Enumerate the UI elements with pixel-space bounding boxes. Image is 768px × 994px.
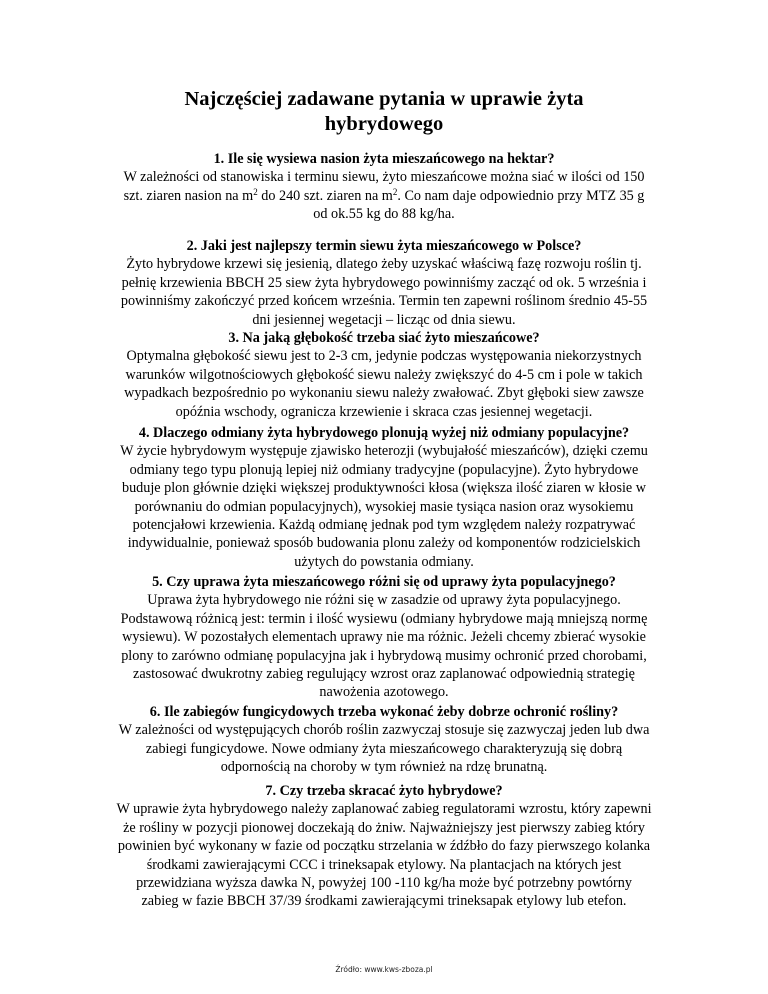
- faq-answer: [84, 255, 684, 329]
- faq-item-7: [84, 782, 684, 911]
- answer-line: W uprawie żyta hybrydowego należy zaplanować zabieg regulatorami wzrostu, który zapewni: [116, 801, 652, 818]
- faq-question: 1. Ile się wysiewa nasion żyta mieszańcowego na hektar?: [213, 151, 555, 167]
- faq-item-4: [84, 424, 684, 571]
- page-title: [60, 87, 708, 137]
- faq-item-3: [84, 329, 684, 421]
- answer-line: środkami zawierającymi CCC i trineksapak etylowy. Na plantacjach na których jest: [146, 856, 622, 873]
- faq-answer: [84, 800, 684, 910]
- answer-line: dni jesiennej wegetacji – licząc od dnia siewu.: [252, 311, 516, 328]
- faq-question: 5. Czy uprawa żyta mieszańcowego różni się od uprawy żyta populacyjnego?: [152, 574, 616, 590]
- answer-line: buduje plon głównie dzięki większej produktywności kłosa (większa ilość ziaren w kłosie w: [121, 480, 647, 497]
- answer-line: nawożenia azotowego.: [319, 684, 449, 701]
- answer-line: indywidualnie, ponieważ sposób budowania plonu zależy od komponentów rodzicielskich: [127, 535, 641, 552]
- answer-line: opóźnia wschody, ogranicza krzewienie i skraca czas jesiennej wegetacji.: [175, 403, 593, 420]
- title-line: hybrydowego: [324, 113, 444, 135]
- answer-line: potencjałowi krzewienia. Każdą odmianę jednak pod tym względem należy rozpatrywać: [132, 517, 636, 534]
- answer-line: zabiegi fungicydowe. Nowe odmiany żyta mieszańcowego charakteryzują się dobrą: [145, 740, 623, 757]
- answer-text: do 240 szt. ziaren na m: [257, 187, 393, 204]
- answer-line: użytych do powstania odmiany.: [294, 553, 474, 570]
- faq-answer: [84, 168, 684, 223]
- answer-line: Żyto hybrydowe krzewi się jesienią, dlatego żeby uzyskać właściwą fazę rozwoju roślin tj.: [126, 256, 642, 273]
- answer-line: powinniśmy zakończyć przed końcem września. Termin ten zapewni roślinom średnio 45-55: [120, 293, 648, 310]
- faq-answer: [84, 347, 684, 421]
- answer-line: zastosować dwukrotny zabieg regulujący wzrost oraz zaplanować odpowiednią strategię: [133, 666, 635, 683]
- faq-question: 3. Na jaką głębokość trzeba siać żyto mieszańcowe?: [228, 330, 540, 346]
- faq-question: 6. Ile zabiegów fungicydowych trzeba wykonać żeby dobrze ochronić rośliny?: [149, 704, 619, 720]
- answer-line: Podstawową różnicą jest: termin i ilość wysiewu (odmiany hybrydowe mają mniejszą normę: [120, 610, 648, 627]
- answer-line: odpornością na choroby w tym również na rdzę brunatną.: [220, 759, 548, 776]
- answer-line: W zależności od stanowiska i terminu siewu, żyto mieszańcowe można siać w ilości od 150: [123, 169, 645, 186]
- faq-item-2: [84, 237, 684, 329]
- answer-line: zabieg w fazie BBCH 37/39 środkami zawierającymi trineksapak etylowy lub etefon.: [141, 893, 627, 910]
- title-line: Najczęściej zadawane pytania w uprawie żyta: [184, 88, 584, 110]
- faq-answer: [84, 721, 684, 776]
- answer-line: wysiewu). W pozostałych elementach uprawy nie ma różnic. Jeżeli chcemy zbierać wysokie: [122, 629, 646, 646]
- answer-text: . Co nam daje odpowiednio przy MTZ 35 g: [397, 187, 645, 204]
- faq-item-1: [84, 150, 684, 224]
- answer-line: W zależności od występujących chorób roślin zazwyczaj stosuje się zazwyczaj jeden lub dwa: [118, 722, 650, 739]
- answer-line: powinien być wykonany w fazie od początku strzelania w źdźbło do fazy pierwszego kolanka: [117, 838, 651, 855]
- faq-item-6: [84, 703, 684, 777]
- superscript: 2: [392, 186, 398, 197]
- faq-answer: [84, 442, 684, 571]
- answer-line: W życie hybrydowym występuje zjawisko heterozji (wybujałość mieszańców), dzięki czemu: [120, 443, 648, 460]
- answer-line: że rośliny w pozycji pionowej doczekają do żniw. Najważniejszy jest pierwszy zabieg który: [123, 819, 645, 836]
- answer-line: przewidziana wyższa dawka N, powyżej 100 -110 kg/ha może być potrzebny powtórny: [136, 875, 632, 892]
- faq-question: 4. Dlaczego odmiany żyta hybrydowego plonują wyżej niż odmiany populacyjne?: [138, 425, 630, 441]
- answer-line: warunków wilgotnościowych głębokość siewu należy zwiększyć do 4-5 cm i pole w takich: [125, 366, 643, 383]
- answer-line: wypadkach bezpośrednio po wykonaniu siewu należy zwałować. Zbyt głęboki siew zawsze: [124, 385, 644, 402]
- answer-line: pełnię krzewienia BBCH 25 siew żyta hybrydowego powinniśmy zacząć od ok. 5 września i: [121, 274, 647, 291]
- source-footer: Źródło: www.kws-zboza.pl: [335, 965, 433, 974]
- answer-line: od ok.55 kg do 88 kg/ha.: [313, 206, 455, 223]
- answer-text: szt. ziaren nasion na m: [123, 187, 254, 204]
- answer-line: Optymalna głębokość siewu jest to 2-3 cm, jedynie podczas występowania niekorzystnych: [126, 348, 642, 365]
- answer-line: porównaniu do odmian populacyjnych), wysokiej masie tysiąca nasion oraz wysokiemu: [134, 498, 634, 515]
- faq-question: 2. Jaki jest najlepszy termin siewu żyta mieszańcowego w Polsce?: [186, 238, 582, 254]
- faq-question: 7. Czy trzeba skracać żyto hybrydowe?: [265, 783, 503, 799]
- faq-item-5: [84, 573, 684, 702]
- answer-line: odmiany tego typu plonują lepiej niż odmiany tradycyjne (populacyjne). Żyto hybrydowe: [129, 461, 639, 478]
- answer-line: [84, 187, 684, 205]
- superscript: 2: [253, 186, 258, 197]
- faq-answer: [84, 591, 684, 701]
- answer-line: plony to zarówno odmianę populacyjna jak i hybrydową musimy ochronić przed chorobami,: [121, 647, 647, 664]
- answer-line: Uprawa żyta hybrydowego nie różni się w zasadzie od uprawy żyta populacyjnego.: [147, 592, 621, 609]
